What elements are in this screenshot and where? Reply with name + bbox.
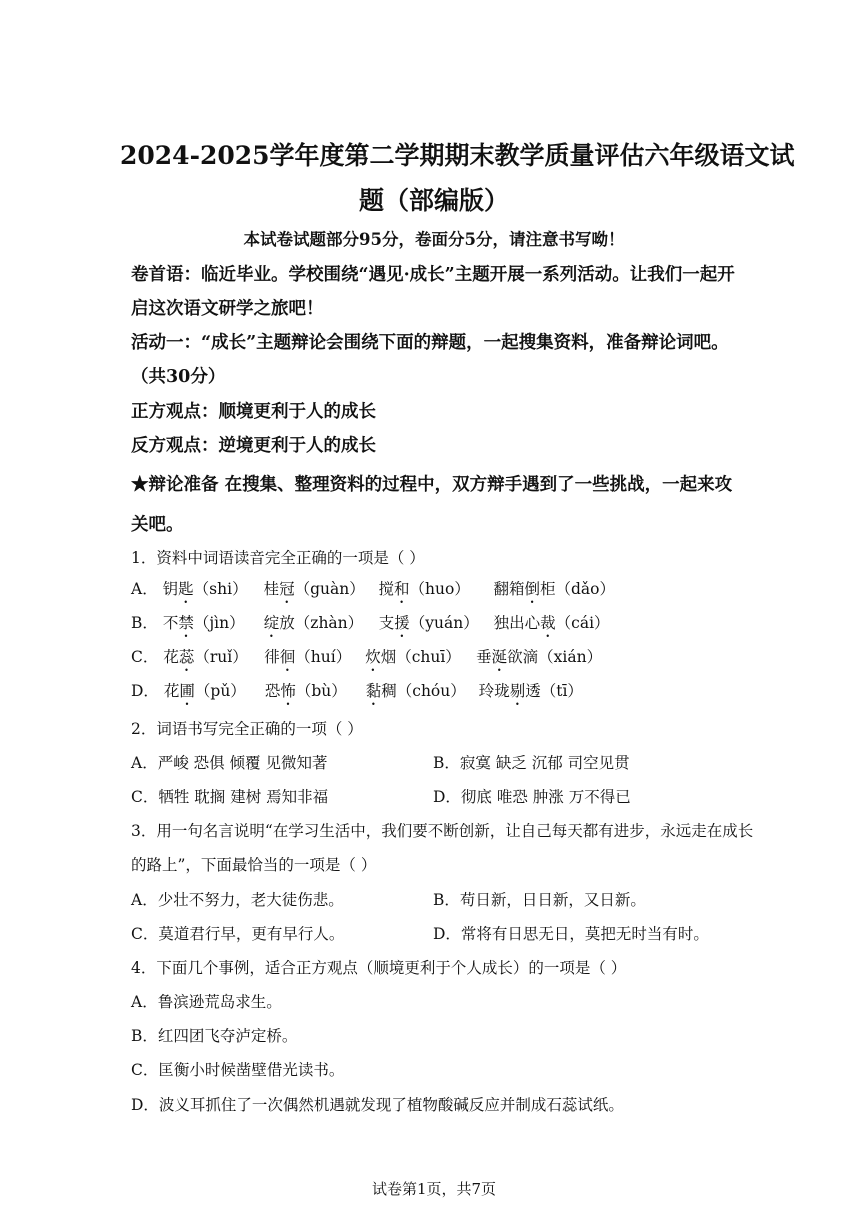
q3-stem-line-1: 3．用一句名言说明“在学习生活中，我们要不断创新，让自己每天都有进步，永远走在成长: [131, 822, 754, 840]
q3-option-d: D．常将有日思无日，莫把无时当有时。: [433, 925, 709, 943]
q3-option-b: B．苟日新，日日新，又日新。: [433, 891, 646, 909]
debate-prep-line-1: ★辩论准备 在搜集、整理资料的过程中，双方辩手遇到了一些挑战，一起来攻: [131, 475, 733, 495]
q1-d-item-3: 黏稠（chóu）: [365, 682, 466, 700]
q4-option-c: C．匡衡小时候凿壁借光读书。: [131, 1061, 345, 1079]
debate-prep-line-2: 关吧。: [131, 515, 184, 535]
score-note: 本试卷试题部分95分，卷面分5分，请注意书写呦！: [243, 230, 625, 249]
q3-stem-line-2: 的路上”，下面最恰当的一项是（ ）: [131, 856, 377, 874]
q2-stem: 2．词语书写完全正确的一项（ ）: [131, 720, 363, 738]
q1-b-item-1: 不禁（jìn）: [162, 614, 245, 632]
q1-c-item-4: 垂涎欲滴（xián）: [476, 648, 603, 666]
q4-option-d: D．波义耳抓住了一次偶然机遇就发现了植物酸碱反应并制成石蕊试纸。: [131, 1096, 624, 1114]
q4-option-a: A．鲁滨逊荒岛求生。: [131, 993, 282, 1011]
q2-option-c: C．牺牲 耽搁 建树 焉知非福: [131, 788, 329, 806]
q2-option-b: B．寂寞 缺乏 沉郁 司空见贯: [433, 754, 630, 772]
q1-option-a: A． 钥匙（shi） 桂冠（guàn） 搅和（huo） 翻箱倒柜（dǎo）: [131, 577, 615, 607]
activity1-line-2: （共30分）: [131, 367, 226, 387]
q3-option-c: C．莫道君行早，更有早行人。: [131, 925, 345, 943]
exam-title-line-1: 2024-2025学年度第二学期期末教学质量评估六年级语文试: [120, 141, 795, 170]
q1-c-item-1: 花蕊（ruǐ）: [163, 648, 248, 666]
q1-d-item-2: 恐怖（bù）: [264, 682, 347, 700]
q1-d-item-1: 花圃（pǔ）: [163, 682, 246, 700]
q1-b-item-4: 独出心裁（cái）: [493, 614, 610, 632]
q1-option-d: D． 花圃（pǔ） 恐怖（bù） 黏稠（chóu） 玲珑剔透（tī）: [131, 679, 583, 709]
q1-option-b: B． 不禁（jìn） 绽放（zhàn） 支援（yuán） 独出心裁（cái）: [131, 611, 610, 641]
intro-line-2: 启这次语文研学之旅吧！: [131, 299, 324, 319]
q1-a-item-3: 搅和（huo）: [378, 580, 470, 598]
q1-b-item-2: 绽放（zhàn）: [263, 614, 364, 632]
q1-a-item-2: 桂冠（guàn）: [263, 580, 365, 598]
intro-line-1: 卷首语：临近毕业。学校围绕“遇见·成长”主题开展一系列活动。让我们一起开: [131, 265, 735, 285]
q4-stem: 4．下面几个事例，适合正方观点（顺境更利于个人成长）的一项是（ ）: [131, 959, 627, 977]
con-view: 反方观点：逆境更利于人的成长: [131, 436, 376, 456]
q1-stem: 1．资料中词语读音完全正确的一项是（ ）: [131, 549, 425, 567]
pro-view: 正方观点：顺境更利于人的成长: [131, 402, 376, 422]
q1-option-c: C． 花蕊（ruǐ） 徘徊（huí） 炊烟（chuī） 垂涎欲滴（xián）: [131, 645, 602, 675]
q3-option-a: A．少壮不努力，老大徒伤悲。: [131, 891, 344, 909]
activity1-line-1: 活动一：“成长”主题辩论会围绕下面的辩题，一起搜集资料，准备辩论词吧。: [131, 333, 729, 353]
q1-a-item-4: 翻箱倒柜（dǎo）: [493, 580, 615, 598]
q4-option-b: B．红四团飞夺泸定桥。: [131, 1027, 298, 1045]
page-footer: 试卷第1页，共7页: [371, 1180, 497, 1198]
q1-c-item-2: 徘徊（huí）: [264, 648, 352, 666]
q1-c-item-3: 炊烟（chuī）: [365, 648, 461, 666]
q1-d-item-4: 玲珑剔透（tī）: [478, 682, 583, 700]
q2-option-a: A．严峻 恐俱 倾覆 见微知著: [131, 754, 328, 772]
q2-option-d: D．彻底 唯恐 肿涨 万不得已: [433, 788, 631, 806]
q1-b-item-3: 支援（yuán）: [378, 614, 479, 632]
q1-a-item-1: 钥匙（shi）: [162, 580, 248, 598]
exam-title-line-2: 题（部编版）: [358, 186, 509, 215]
